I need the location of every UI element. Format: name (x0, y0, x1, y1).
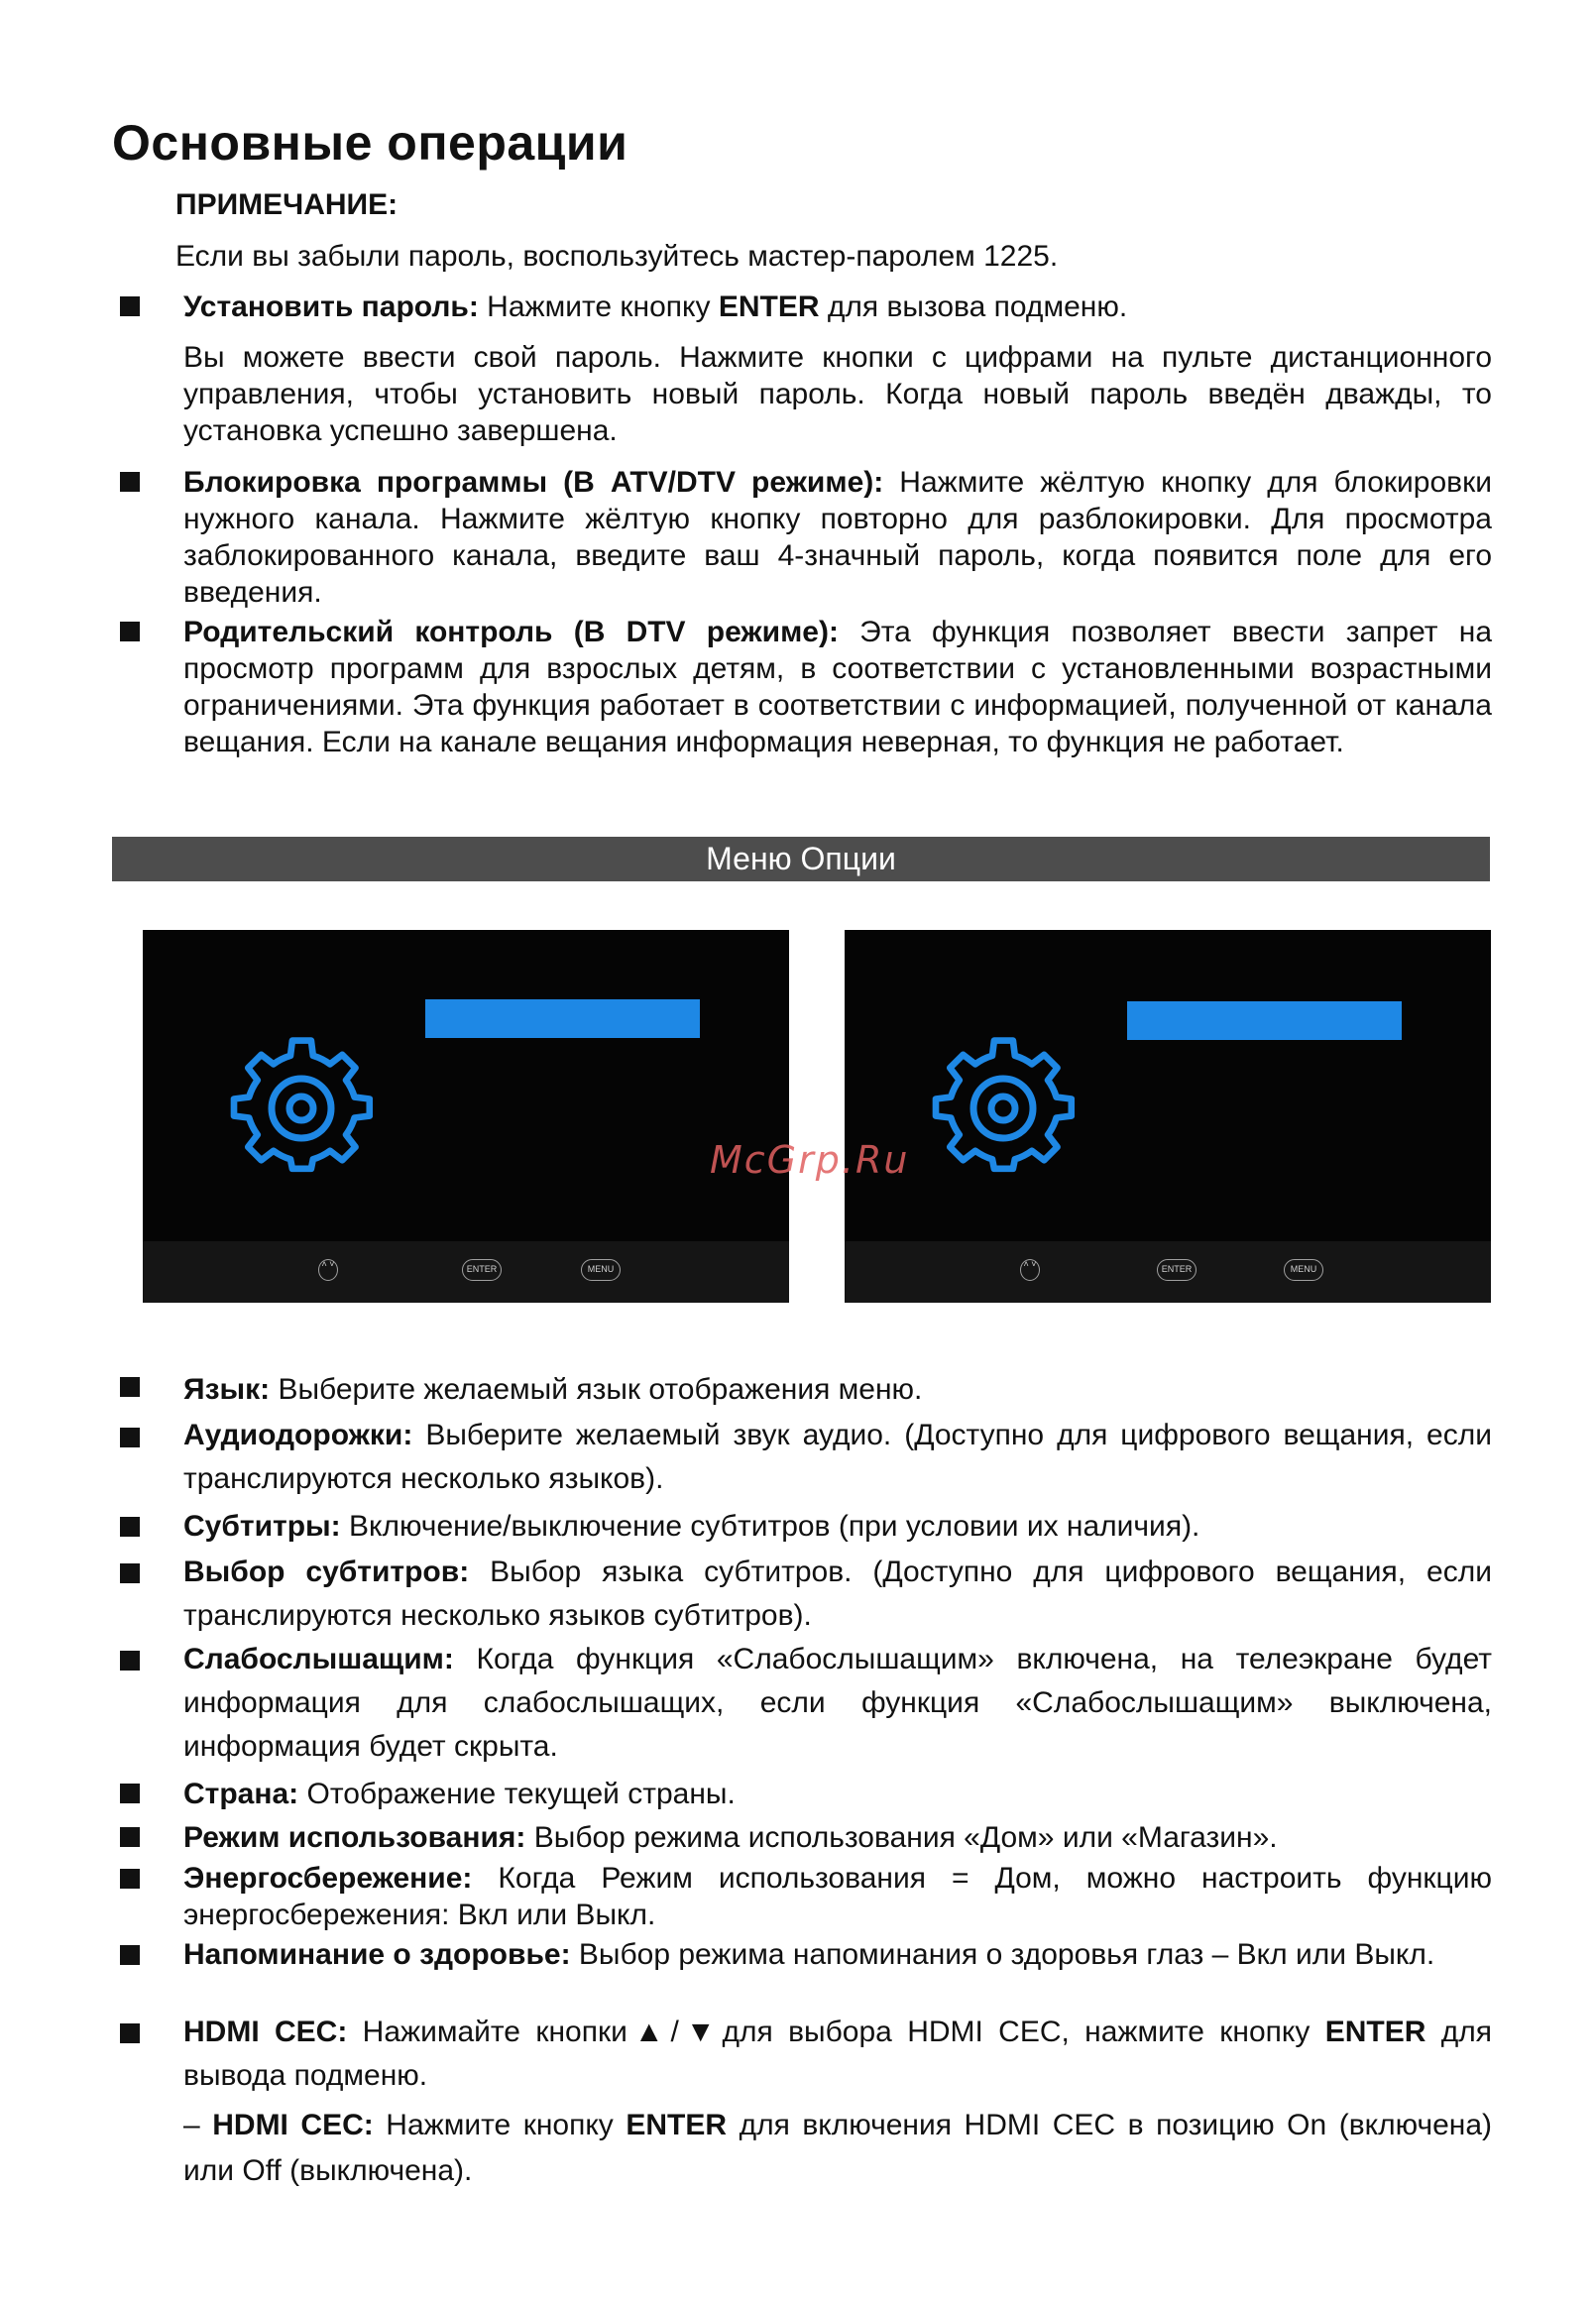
section-title-bar: Меню Опции (112, 837, 1490, 881)
item-label: Слабослышащим: (183, 1643, 454, 1675)
item-text: Режим использования: Выбор режима использования «Дом» или «Магазин». (183, 1821, 1278, 1854)
item-text: Выбор субтитров: Выбор языка субтитров. (Доступно для цифрового вещания, если транслируются несколько языков субтитров). (183, 1556, 1492, 1632)
item-label: Энергосбережение: (183, 1862, 473, 1895)
screen-footer (143, 1241, 789, 1303)
bullet-square-icon (120, 1651, 140, 1671)
bullet-square-icon (120, 1563, 140, 1583)
item-label: Напоминание о здоровье: (183, 1938, 571, 1971)
item-text: Язык: Выберите желаемый язык отображения меню. (183, 1373, 923, 1406)
item-label: Блокировка программы (В ATV/DTV режиме): (183, 466, 884, 499)
bullet-square-icon (120, 1517, 140, 1537)
enter-key-icon: ENTER (1157, 1259, 1197, 1281)
item-text: Энергосбережение: Когда Режим использования = Дом, можно настроить функцию энергосбережения: Вкл или Выкл. (183, 1862, 1492, 1931)
keyword-enter: ENTER (1324, 2016, 1426, 2048)
item-label: Язык: (183, 1373, 271, 1406)
bullet-square-icon (120, 1945, 140, 1965)
note-heading: ПРИМЕЧАНИЕ: (175, 188, 399, 221)
bullet-square-icon (120, 472, 140, 492)
menu-screenshot-left (143, 930, 789, 1303)
item-text: Страна: Отображение текущей страны. (183, 1778, 736, 1810)
item-text: HDMI CEC: Нажимайте кнопки▲/▼для выбора HDMI CEC, нажмите кнопку ENTER для вывода подменю. (183, 2016, 1493, 2092)
bullet-square-icon (120, 2023, 140, 2043)
enter-key-icon: ENTER (462, 1259, 502, 1281)
item-text: Слабослышащим: Когда функция «Слабослышащим» включена, на телеэкране будет информация для слабослышащих, если функция «Слабослышащим» выключена, информация будет скрыта. (183, 1643, 1492, 1763)
bullet-square-icon (120, 1869, 140, 1889)
gear-icon (932, 1037, 1075, 1180)
item-text: Блокировка программы (В ATV/DTV режиме): Нажмите жёлтую кнопку для блокировки нужного канала. Нажмите жёлтую кнопку повторно для разблокировки. Для просмотра заблокированного канала, введите ваш 4-значный пароль, когда появится поле для его введения. (183, 466, 1492, 609)
bullet-square-icon (120, 296, 140, 316)
page-title: Основные операции (112, 115, 628, 171)
keyword-enter: ENTER (626, 2109, 728, 2141)
item-label: HDMI CEC: (212, 2109, 374, 2141)
bullet-square-icon (120, 1827, 140, 1847)
item-label: Режим использования: (183, 1821, 526, 1854)
nav-updown-icon: ˄ ˅ (1020, 1259, 1040, 1281)
item-label: Страна: (183, 1778, 299, 1810)
item-text: Субтитры: Включение/выключение субтитров (при условии их наличия). (183, 1510, 1200, 1543)
bullet-square-icon (120, 1377, 140, 1397)
item-label: Выбор субтитров: (183, 1556, 470, 1588)
gear-icon (230, 1037, 373, 1180)
note-text: Если вы забыли пароль, воспользуйтесь мастер-паролем 1225. (175, 240, 1059, 273)
nav-updown-icon: ˄ ˅ (318, 1259, 338, 1281)
watermark: McGrp.Ru (710, 1138, 910, 1182)
item-label: Установить пароль: (183, 290, 479, 323)
menu-key-icon: MENU (1284, 1259, 1323, 1281)
menu-highlight-bar (425, 999, 700, 1038)
item-label: Родительский контроль (В DTV режиме): (183, 616, 839, 648)
item-text: Аудиодорожки: Выберите желаемый звук аудио. (Доступно для цифрового вещания, если транслируются несколько языков). (183, 1419, 1492, 1495)
menu-key-icon: MENU (581, 1259, 621, 1281)
bullet-square-icon (120, 1428, 140, 1447)
item-text: Напоминание о здоровье: Выбор режима напоминания о здоровья глаз – Вкл или Выкл. (183, 1938, 1435, 1971)
item-label: Аудиодорожки: (183, 1419, 413, 1451)
set-password-description: Вы можете ввести свой пароль. Нажмите кнопки с цифрами на пульте дистанционного управления, чтобы установить новый пароль. Когда новый пароль введён дважды, то установка успешно завершена. (183, 341, 1492, 447)
hdmi-cec-sub-item: – HDMI CEC: Нажмите кнопку ENTER для включения HDMI CEC в позицию On (включена) или Off (выключена). (183, 2109, 1493, 2187)
item-label: HDMI CEC: (183, 2016, 348, 2048)
bullet-square-icon (120, 1784, 140, 1803)
item-text: Родительский контроль (В DTV режиме): Эта функция позволяет ввести запрет на просмотр программ для взрослых детям, в соответствии с установленными возрастными ограничениями. Эта функция работает в соответствии с информацией, полученной от канала вещания. Если на канале вещания информация неверная, то функция не работает. (183, 616, 1492, 758)
keyword-enter: ENTER (718, 290, 820, 323)
bullet-square-icon (120, 622, 140, 641)
menu-screenshot-right (845, 930, 1491, 1303)
screen-footer (845, 1241, 1491, 1303)
item-text: Установить пароль: Нажмите кнопку ENTER для вызова подменю. (183, 290, 1128, 323)
item-label: Субтитры: (183, 1510, 341, 1543)
menu-highlight-bar (1127, 1001, 1402, 1040)
